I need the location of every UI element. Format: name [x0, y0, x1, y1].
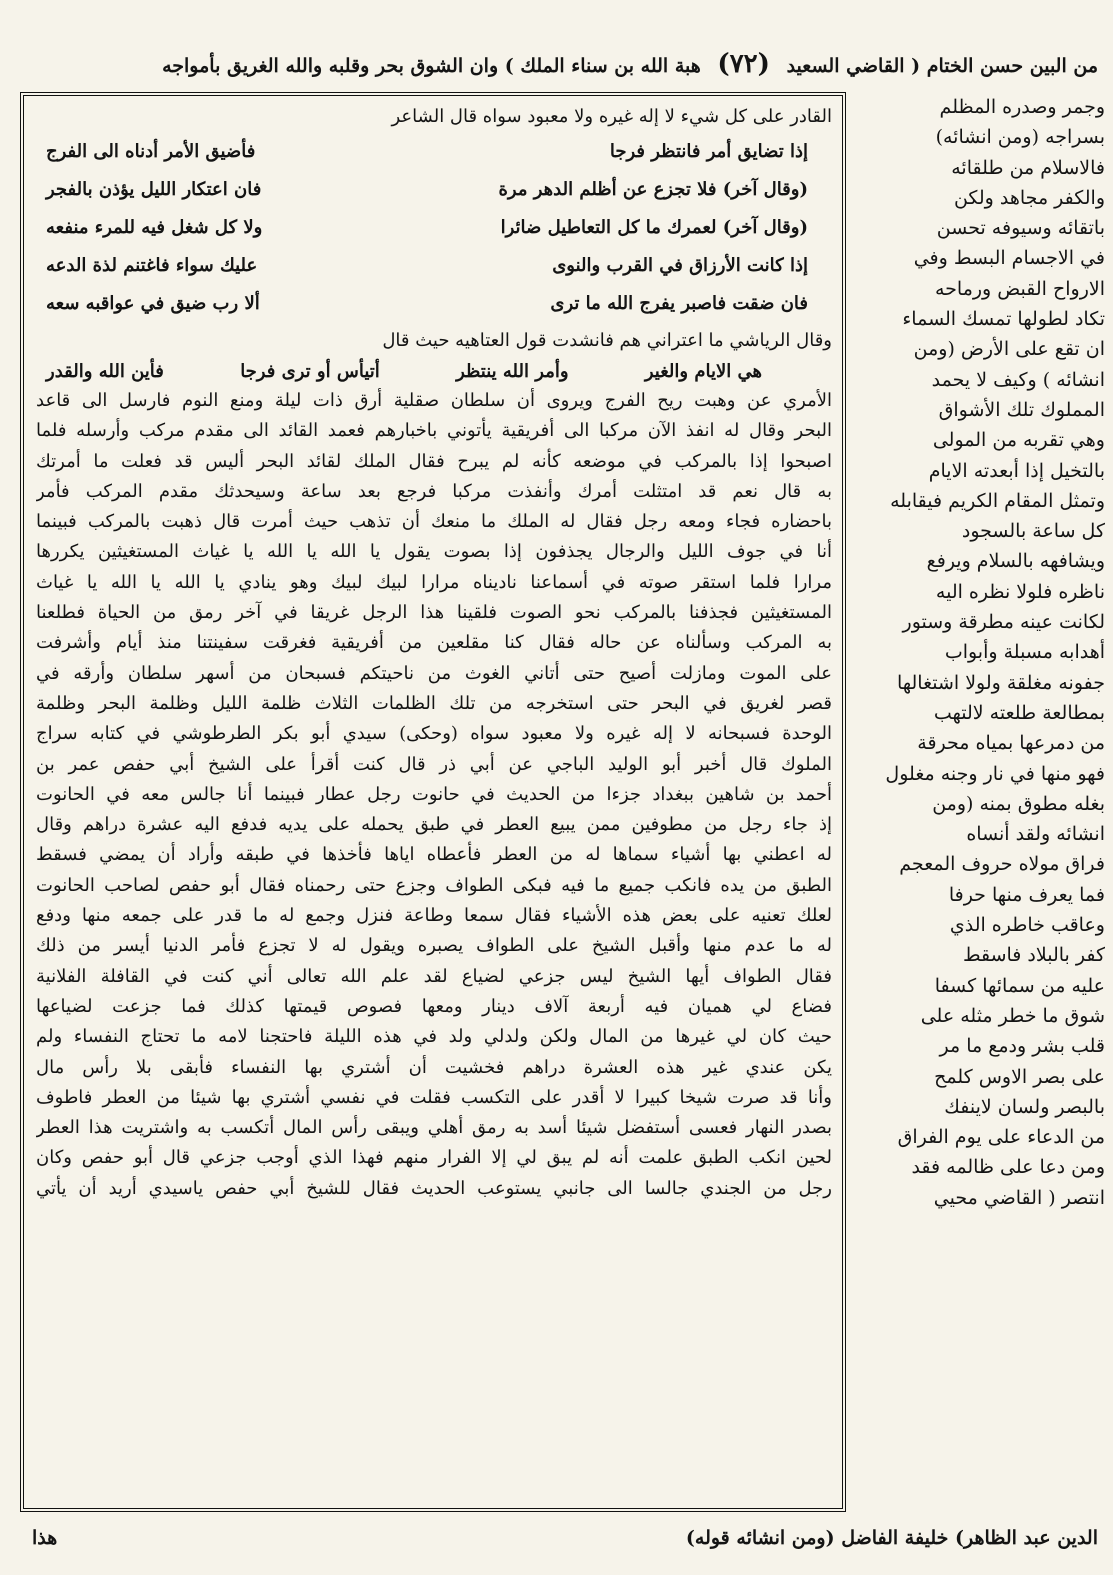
body-line: الوحدة فسبحانه لا إله غيره ولا معبود سواه (وحكى) سيدي أبو بكر الطرطوشي في كتابه سراج: [36, 723, 832, 745]
body-line: قصر لغريق في البحر حتى استخرجه من تلك الظلمات الثلاث ظلمة الليل وظلمة البحر وظلمة: [36, 692, 832, 714]
poem-verses: [36, 132, 832, 322]
verse-first-hemistich: إذا تضايق أمر فانتظر فرجا: [609, 140, 808, 162]
body-line: له ما عدم منها وأقبل الشيخ على الطواف يصبره ويقول له لا تجزع فأمر الدنيا أيسر من ذلك: [36, 935, 832, 957]
margin-line: ومن دعا على ظالمه فقد: [911, 1156, 1105, 1179]
body-line: فضاع لي هميان فيه أربعة آلاف دينار ومعها فصوص قيمتها كذلك فما جزعت لضياعها: [36, 995, 832, 1017]
margin-line: انشائه ولقد أنساه: [966, 823, 1105, 846]
verse-line: [36, 132, 832, 170]
page-footer: [18, 1518, 1098, 1558]
margin-line: وجمر وصدره المظلم: [939, 96, 1105, 118]
margin-line: لكانت عينه مطرقة وستور: [902, 611, 1105, 634]
margin-line: المملوك تلك الأشواق: [938, 398, 1105, 421]
margin-line: انتصر ( القاضي محيي: [933, 1186, 1105, 1209]
body-line: به المركب وسألناه عن حاله فقال كنا مقلعين من أفريقية فغرقت سفينتنا منذ أيام وأشرفت: [36, 632, 832, 654]
margin-commentary: [857, 92, 1105, 1492]
body-line: الطبق من يده فانكب جميع ما فيه فبكى الطواف وجزع حتى رحمناه فقال أبو حفص لصاحب الحانوت: [36, 874, 832, 896]
margin-line: والكفر مجاهد ولكن: [953, 186, 1105, 209]
body-line: مرارا فلما استقر صوته في أسماعنا ناديناه مرارا لبيك لبيك وهو ينادي يا الله يا الله يا غياث: [36, 571, 832, 593]
margin-line: جفونه مغلقة ولولا اشتغالها: [896, 671, 1105, 694]
quoted-verse-part-3: أتيأس أو ترى فرجا: [240, 360, 380, 382]
footer-continuation: الدين عبد الظاهر) خليفة الفاضل (ومن انشائه قوله): [685, 1527, 1098, 1549]
margin-line: من الدعاء على يوم الفراق: [897, 1126, 1105, 1149]
margin-line: في الاجسام البسط وفي: [913, 247, 1105, 270]
margin-line: وعاقب خاطره الذي: [949, 914, 1105, 937]
body-line: على الموت ومازلت أصيح حتى أتاني الغوث من ناحيتكم فسبحان من أسهر سلطان وأرقه في: [36, 662, 832, 684]
margin-line: بغله مطوق بمنه (ومن: [932, 792, 1105, 815]
body-line: له اعطني بها أشياء سماها له من العطر فأعطاه اياها فأخذها في طبقه وأراد أن يمضي فسقط: [36, 844, 832, 866]
verse-first-hemistich: إذا كانت الأرزاق في القرب والنوى: [552, 254, 808, 276]
margin-line: بسراجه (ومن انشائه): [935, 126, 1105, 149]
verse-second-hemistich: ولا كل شغل فيه للمرء منفعه: [46, 216, 263, 238]
margin-line: بمطالعة طلعته لالتهب: [933, 701, 1105, 724]
margin-line: كفر بالبلاد فاسقط: [962, 944, 1105, 967]
body-line: بصدر النهار فعسى أستفضل شيئا أسد به رمق أهلي ويبقى رأس المال أتكسب به واشتريت هذا العطر: [36, 1117, 832, 1139]
margin-line: بالبصر ولسان لاينفك: [944, 1095, 1105, 1118]
quoted-verse: [36, 356, 832, 386]
verse-line: [36, 208, 832, 246]
main-text: [36, 104, 832, 1500]
margin-line: من دمرعها بمياه محرقة: [917, 732, 1105, 755]
body-line: المستغيثين فجذفنا بالمركب نحو الصوت فلقينا هذا الرجل غريقا في آخر رمق من الحياة فطلعنا: [36, 602, 832, 624]
margin-line: عليه من سمائها كسفا: [934, 974, 1105, 997]
margin-line: فراق مولاه حروف المعجم: [899, 853, 1105, 876]
margin-line: كل ساعة بالسجود: [961, 520, 1105, 543]
margin-line: وهي تقربه من المولى: [932, 429, 1105, 452]
body-line: فقال الطواف أيها الشيخ ليس جزعي لضياع لقد علم الله تعالى أني كنت في القافلة الفلانية: [36, 965, 832, 987]
margin-line: انشائه ) وكيف لا يحمد: [931, 368, 1105, 391]
intro-line: القادر على كل شيء لا إله غيره ولا معبود سواه قال الشاعر: [391, 106, 832, 127]
verse-first-hemistich: (وقال آخر) لعمرك ما كل التعاطيل ضائرا: [500, 216, 808, 238]
header-right-text: من البين حسن الختام ( القاضي السعيد: [786, 55, 1098, 77]
margin-line: الارواح القبض ورماحه: [934, 277, 1105, 300]
body-line: لحين انكب الطبق علمت أنه لم يبق لي إلا الفرار منهم فهذا الذي أوجب جزعي قال أبو حفص وكان: [36, 1147, 832, 1169]
margin-line: على بصر الاوس كلمح: [934, 1065, 1105, 1088]
verse-first-hemistich: فان ضقت فاصبر يفرج الله ما ترى: [550, 292, 808, 314]
verse-second-hemistich: فأضيق الأمر أدناه الى الفرج: [46, 140, 256, 162]
quoted-verse-part-1: هي الايام والغير: [644, 360, 762, 382]
header-left-text: هبة الله بن سناء الملك ) وان الشوق بحر وقلبه والله الغريق بأمواجه: [162, 55, 701, 77]
margin-line: فهو منها في نار وجنه مغلول: [885, 762, 1105, 785]
body-paragraph: [36, 386, 832, 1204]
body-line: أنا في جوف الليل والرجال يجذفون إذا بصوت يقول يا الله يا الله يا غياث المستغيثين يكررها: [36, 541, 832, 563]
body-line: حيث كان لي غيرها من المال ولكن ولدلي ولد في هذه الليلة فاحتجنا لامه ما تحتاج النفساء ولم: [36, 1026, 832, 1048]
quoted-verse-part-4: فأين الله والقدر: [46, 360, 164, 382]
margin-line: بالتخيل إذا أبعدته الايام: [928, 459, 1105, 482]
margin-line: فما يعرف منها حرفا: [948, 883, 1105, 906]
margin-line: ان تقع على الأرض (ومن: [913, 338, 1105, 361]
margin-line: تكاد لطولها تمسك السماء: [902, 308, 1105, 331]
body-line: لعلك تعنيه على بعض هذه الأشياء فقال سمعا وطاعة فنزل وجمع له ما قدر على جمعه منها ودفع: [36, 905, 832, 927]
verse-line: [36, 170, 832, 208]
margin-line: أهدابه مسبلة وأبواب: [944, 641, 1105, 664]
body-line: أحمد بن شاهين ببغداد جزءا من الحديث في حانوت رجل عطار فبينما أنا جالس معه في الحانوت: [36, 783, 832, 805]
body-line: البحر وقال له انفذ الآن مركبا الى أفريقية يأتوني باخبارهم فعمد القائد الى مقدم مركب وأرسله فلما: [36, 420, 832, 442]
margin-line: ناظره فلولا نظره اليه: [935, 580, 1105, 603]
margin-line: باتقائه وسيوفه تحسن: [936, 217, 1105, 240]
body-line: الملوك قال أخبر أبو الوليد الباجي عن أبي ذر قال كنت أقرأ على الشيخ أبي حفص عمر بن: [36, 753, 832, 775]
margin-line: شوق ما خطر مثله على: [920, 1004, 1105, 1027]
verse-second-hemistich: عليك سواء فاغتنم لذة الدعه: [46, 254, 258, 276]
margin-line: وتمثل المقام الكريم فيقابله: [890, 489, 1105, 512]
page-header: [18, 42, 1098, 86]
margin-line: ويشافهه بالسلام ويرفع: [926, 550, 1105, 573]
quoted-verse-part-2: وأمر الله ينتظر: [456, 360, 569, 382]
main-text-frame: [20, 92, 846, 1512]
body-line: به قال نعم قد امتثلت أمرك وأنفذت مركبا فرجع بعد ساعة وسيحدثك مقدم المركب فأمر: [36, 480, 832, 502]
catchword: هذا: [32, 1527, 58, 1549]
verse-line: [36, 246, 832, 284]
verse-second-hemistich: فان اعتكار الليل يؤذن بالفجر: [46, 178, 262, 200]
page-number: (٧٢): [717, 49, 770, 79]
verse-second-hemistich: ألا رب ضيق في عواقبه سعه: [46, 292, 260, 314]
riyashi-line: وقال الرياشي ما اعتراني هم فانشدت قول العتاهيه حيث قال: [382, 330, 832, 351]
verse-line: [36, 284, 832, 322]
verse-first-hemistich: (وقال آخر) فلا تجزع عن أظلم الدهر مرة: [498, 178, 808, 200]
body-line: إذ جاء رجل من مطوفين ممن يبيع العطر في طبق يحمله على يديه فدفع اليه عشرة دراهم وقال: [36, 814, 832, 836]
body-line: وأنا قد صرت شيخا كبيرا لا أقدر على التكسب فقلت في نفسي أشتري بها شيئا من العطر فاطوف: [36, 1086, 832, 1108]
body-line: اصبحوا إذا بالمركب في موضعه كأنه لم يبرح فقال الملك لقائد البحر أليس قد فعلت ما أمرتك: [36, 450, 832, 472]
body-line: الأمري عن وهبت ريح الفرج ويروى أن سلطان صقلية أرق ذات ليلة ومنع النوم فارسل الى قاعد: [36, 390, 832, 411]
body-line: يكن عندي غير هذه العشرة دراهم فخشيت أن أشتري بها النفساء فأبقى بلا رأس مال: [36, 1056, 832, 1078]
margin-line: فالاسلام من طلقائه: [951, 156, 1105, 179]
body-line: رجل من الجندي جالسا الى جانبي يستوعب الحديث فقال للشيخ أبي حفص ياسيدي أريد أن يأتي: [36, 1177, 832, 1199]
body-line: باحضاره فجاء ومعه رجل فقال له الملك ما منعك أن تذهب حيث أمرت قال ذهبت بالمركب فبينما: [36, 511, 832, 533]
margin-line: قلب بشر ودمع ما مر: [939, 1035, 1105, 1058]
